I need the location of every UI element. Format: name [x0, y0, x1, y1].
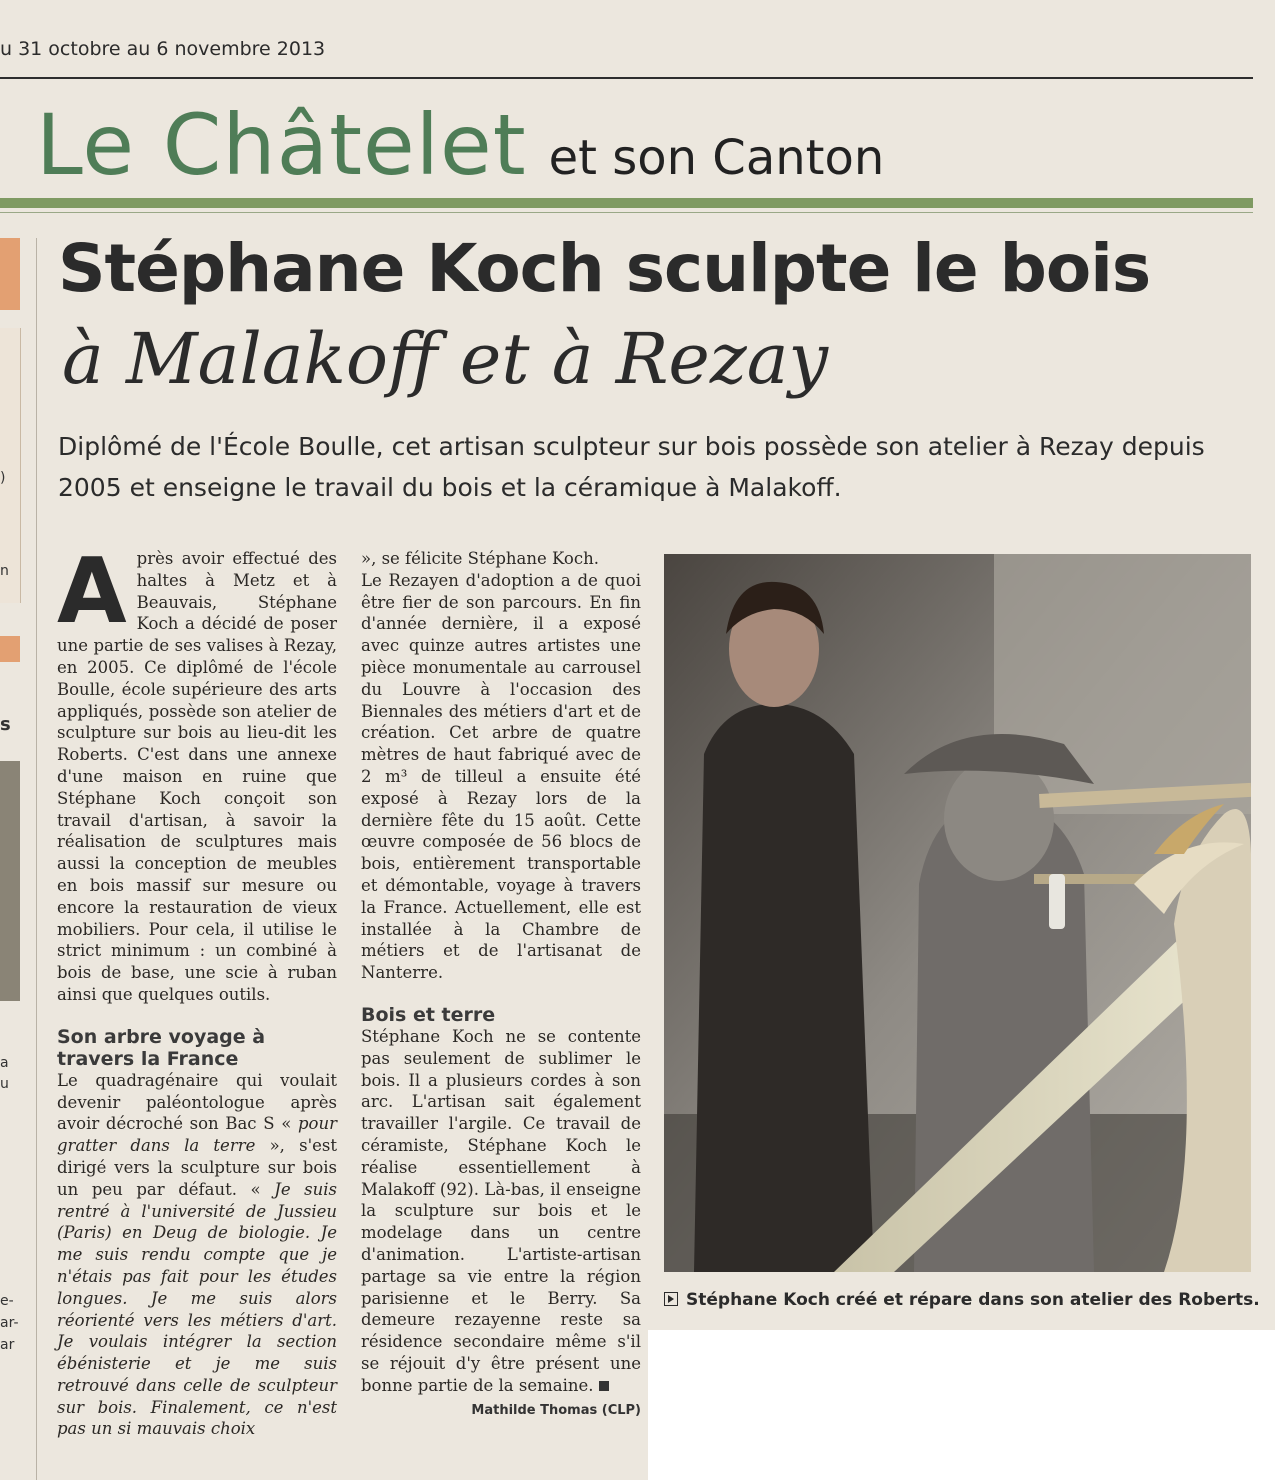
strip-text: u: [0, 1076, 9, 1092]
section-band: [0, 198, 1253, 208]
photo-caption: [664, 1290, 1264, 1310]
section-thin-rule: [0, 212, 1253, 213]
section-subtitle: et son Canton: [548, 130, 885, 186]
paragraph-text: », s'est dirigé vers la sculpture sur bois un peu par défaut. «: [57, 1136, 337, 1199]
strip-text: e-: [0, 1293, 14, 1309]
paragraph: [361, 548, 641, 570]
photo-illustration: [664, 554, 1251, 1272]
top-rule: [0, 77, 1253, 79]
strip-photo-fragment: [0, 761, 20, 1001]
paragraph-text: Le Rezayen d'adoption a de quoi être fier de son parcours. En fin d'année dernière, il a exposé avec quinze autres artistes une pièce monumentale au carrousel du Louvre à l'occasion des Biennales des métiers d'art et de création. Cet arbre de quatre mètres de haut fabriqué avec de 2 m³ de tilleul a ensuite été exposé à Rezay lors de la dernière fête du 15 août. Cette œuvre composée de 56 blocs de bois, entièrement transportable et démontable, voyage à travers la France. Actuellement, elle est installée à la Chambre de métiers et de l'artisanat de Nanterre.: [361, 570, 641, 983]
section-header: [36, 96, 884, 194]
article-column-2: [361, 548, 641, 1422]
glue-bottle: [1049, 874, 1065, 929]
scan-blank-area: [648, 1330, 1275, 1480]
column-divider: [36, 238, 37, 1480]
article-photo: [664, 554, 1251, 1272]
intertitle: Bois et terre: [361, 1003, 496, 1026]
article-column-1: [57, 539, 337, 1440]
paragraph-text: Le quadragénaire qui voulait devenir paléontologue après avoir décroché son Bac S «: [57, 1070, 337, 1134]
strip-text: s: [0, 714, 11, 735]
paragraph-text: », se félicite Stéphane Koch.: [361, 549, 599, 568]
end-mark-icon: [599, 1381, 609, 1391]
strip-orange-block-2: [0, 636, 20, 662]
strip-text: a: [0, 1055, 9, 1071]
strip-light-block: [0, 328, 21, 603]
article-signature: Mathilde Thomas (CLP): [471, 1403, 641, 1419]
paragraph: [57, 1070, 337, 1441]
quote-text: Je suis rentré à l'université de Jussieu (Paris) en Deug de biologie. Je me suis rendu compte que je n'étais pas fait pour les études longues. Je me suis alors réorienté vers les métiers d'art. Je voulais intégrer la section ébénisterie et je me suis retrouvé dans celle de sculpteur sur bois. Finalement, ce n'est pas un si mauvais choix: [57, 1179, 337, 1439]
section-title: Le Châtelet: [36, 96, 527, 194]
caption-arrow-icon: [664, 1292, 678, 1306]
paragraph: [361, 570, 641, 984]
article-headline: Stéphane Koch sculpte le bois: [58, 230, 1151, 307]
paragraph-text: près avoir effectué des haltes à Metz et à Beauvais, Stéphane Koch a décidé de poser une partie de ses valises à Rezay, en 2005. Ce diplômé de l'école Boulle, école supérieure des arts appliqués, possède son atelier de sculpture sur bois au lieu-dit les Roberts. C'est dans une annexe d'une maison en ruine que Stéphane Koch conçoit son travail d'artisan, à savoir la réalisation de sculptures mais aussi la conception de meubles en bois massif sur mesure ou encore la restauration de vieux mobiliers. Pour cela, il utilise le strict minimum : un combiné à bois de base, une scie à ruban ainsi que quelques outils.: [57, 549, 337, 1004]
strip-text: ar-: [0, 1315, 19, 1331]
intertitle: Son arbre voyage à travers la France: [57, 1025, 266, 1070]
strip-text: n: [0, 563, 9, 579]
drop-cap: A: [57, 539, 127, 644]
strip-orange-block-1: [0, 238, 20, 310]
strip-text: ar: [0, 1337, 15, 1353]
quote-text: pour gratter dans la terre: [57, 1114, 337, 1156]
paragraph: [57, 539, 337, 1006]
article-lead: Diplômé de l'École Boulle, cet artisan sculpteur sur bois possède son atelier à Rezay depuis 2005 et enseigne le travail du bois et la céramique à Malakoff.: [58, 432, 1205, 502]
caption-text: Stéphane Koch créé et répare dans son atelier des Roberts.: [686, 1290, 1260, 1310]
strip-text: ): [0, 470, 6, 486]
adjacent-article-strip: [0, 238, 36, 1480]
paragraph: [361, 1026, 641, 1397]
paragraph-text: Stéphane Koch ne se contente pas seulement de sublimer le bois. Il a plusieurs cordes à son arc. L'artisan sait également travailler l'argile. Ce travail de céramiste, Stéphane Koch le réalise essentiellement à Malakoff (92). Là-bas, il enseigne la sculpture sur bois et le modelage dans un centre d'animation. L'artiste-artisan partage sa vie entre la région parisienne et le Berry. Sa demeure rezayenne reste sa résidence secondaire même s'il se réjouit d'y être présent une bonne partie de la semaine.: [361, 1026, 641, 1395]
dateline: u 31 octobre au 6 novembre 2013: [0, 38, 326, 60]
article-subheadline: à Malakoff et à Rezay: [62, 318, 829, 400]
